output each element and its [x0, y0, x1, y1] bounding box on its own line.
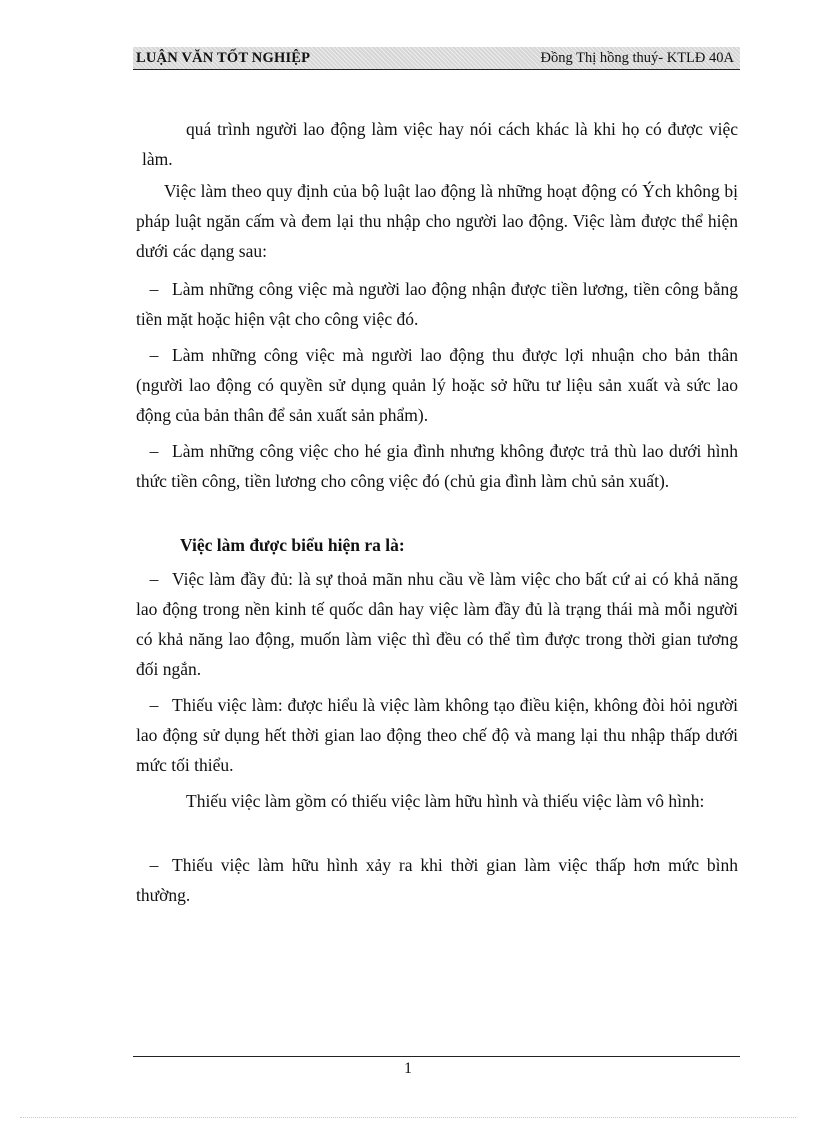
list-item-1: – Làm những công việc mà người lao động nhận được tiền lương, tiền công bằng tiền mặt hoặc hiện vật cho công việc đó.	[136, 274, 738, 334]
list-item-2: – Làm những công việc mà người lao động thu được lợi nhuận cho bản thân (người lao động có quyền sử dụng quản lý hoặc sở hữu tư liệu sản xuất và sức lao động của bản thân để sản xuất sản phẩm).	[136, 340, 738, 430]
dash-bullet: –	[149, 441, 159, 461]
dash-bullet: –	[149, 569, 159, 589]
dash-bullet: –	[149, 279, 159, 299]
list-item-6: – Thiếu việc làm hữu hình xảy ra khi thời gian làm việc thấp hơn mức bình thường.	[136, 850, 738, 910]
dash-bullet: –	[149, 695, 159, 715]
paragraph-3: Thiếu việc làm gồm có thiếu việc làm hữu hình và thiếu việc làm vô hình:	[186, 791, 705, 811]
header-title: LUẬN VĂN TỐT NGHIỆP	[136, 50, 311, 66]
paragraph-1: quá trình người lao động làm việc hay nói cách khác là khi họ có được việc làm.	[142, 119, 738, 169]
page-bottom-edge	[20, 1117, 796, 1118]
header-author: Đồng Thị hồng thuý- KTLĐ 40A	[540, 50, 734, 66]
page-header	[133, 47, 740, 70]
list-item-3: – Làm những công việc cho hé gia đình nhưng không được trả thù lao dưới hình thức tiền công, tiền lương cho công việc đó (chủ gia đình làm chủ sản xuất).	[136, 436, 738, 496]
dash-bullet: –	[149, 345, 159, 365]
paragraph-2: Việc làm theo quy định của bộ luật lao động là những hoạt động có Ých không bị pháp luật ngăn cấm và đem lại thu nhập cho người lao động. Việc làm được thể hiện dưới các dạng sau:	[136, 181, 738, 261]
list-item-4: – Việc làm đầy đủ: là sự thoả mãn nhu cầu về làm việc cho bất cứ ai có khả năng lao động trong nền kinh tế quốc dân hay việc làm đầy đủ là trạng thái mà mỗi người có khả năng lao động, muốn làm việc thì đều có thể tìm được trong thời gian tương đối ngắn.	[136, 564, 738, 684]
page-number: 1	[404, 1060, 412, 1077]
section-heading: Việc làm được biểu hiện ra là:	[180, 535, 405, 555]
list-item-5: – Thiếu việc làm: được hiểu là việc làm không tạo điều kiện, không đòi hỏi người lao động sử dụng hết thời gian lao động theo chế độ và mang lại thu nhập thấp dưới mức tối thiểu.	[136, 690, 738, 780]
dash-bullet: –	[149, 855, 159, 875]
footer-divider	[133, 1056, 740, 1057]
